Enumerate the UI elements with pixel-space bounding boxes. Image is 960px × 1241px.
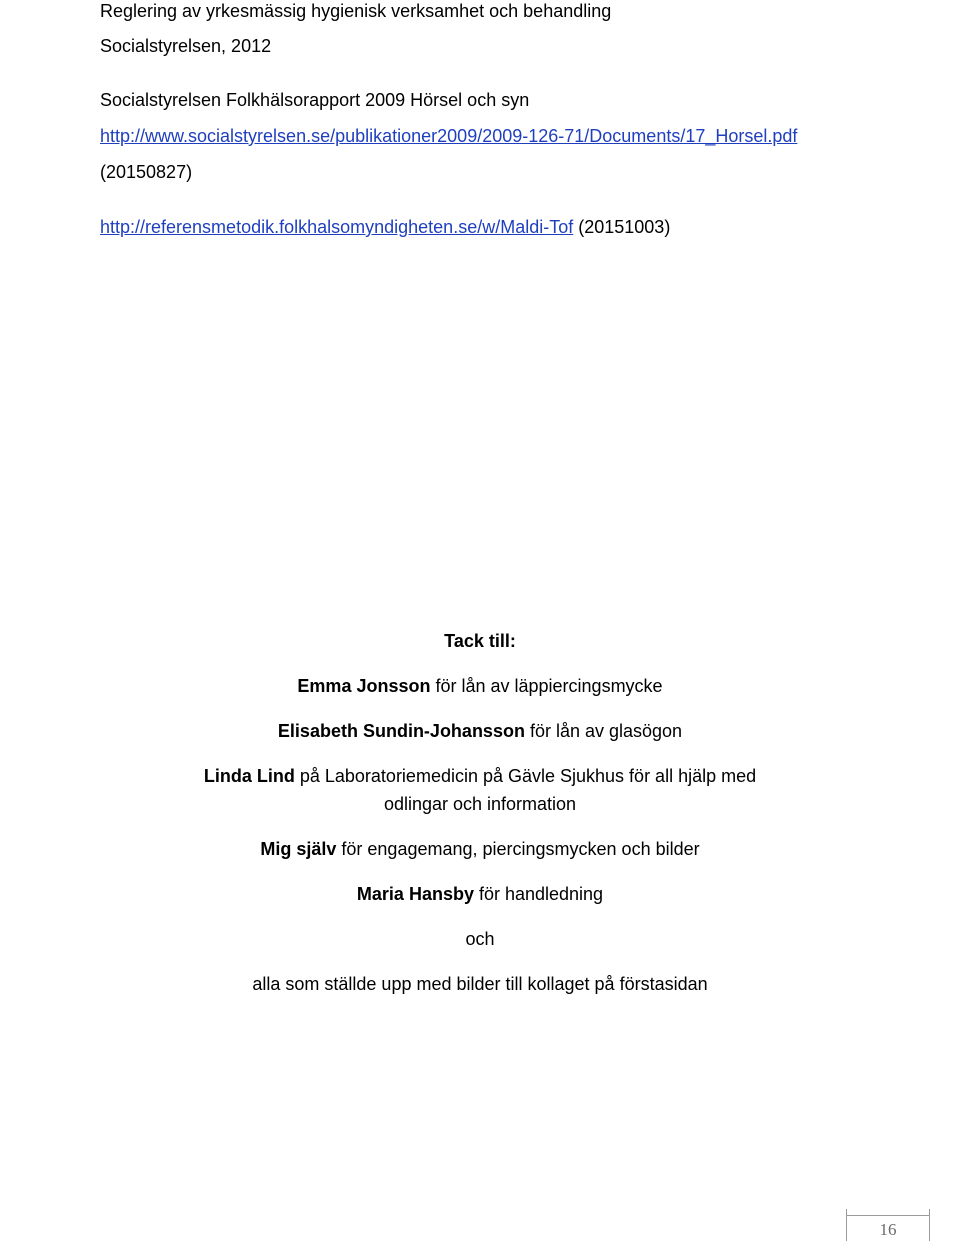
page-number: 16 [879,1220,897,1239]
acknowledgement-och: och [465,929,495,949]
reference-line-1: Reglering av yrkesmässig hygienisk verksamhet och behandling [100,1,612,21]
acknowledgement-entry [0,880,960,908]
acknowledgement-text: för engagemang, piercingsmycken och bilder [336,839,700,859]
acknowledgement-name: Linda Lind [203,766,295,786]
acknowledgement-name: Mig själv [260,839,337,859]
page-number-box [846,1215,930,1241]
acknowledgement-entry [0,672,960,700]
reference-line-4 [100,125,797,147]
acknowledgement-closing: alla som ställde upp med bilder till kollaget på förstasidan [252,974,708,994]
reference-date-2: (20151003) [573,217,671,237]
acknowledgement-entry [0,762,960,790]
reference-line-5 [100,216,670,238]
acknowledgement-name: Elisabeth Sundin-Johansson [277,721,525,741]
reference-link-horsel[interactable]: http://www.socialstyrelsen.se/publikationer2009/2009-126-71/Documents/17_Horsel.pdf [100,126,798,146]
acknowledgement-entry-continuation: odlingar och information [383,794,577,814]
acknowledgement-text: för handledning [473,884,604,904]
acknowledgement-entry [0,717,960,745]
reference-link-maldi-tof[interactable]: http://referensmetodik.folkhalsomyndigheten.se/w/Maldi-Tof [100,217,574,237]
reference-line-2: Socialstyrelsen, 2012 [100,36,272,56]
reference-line-3: Socialstyrelsen Folkhälsorapport 2009 Hörsel och syn [100,90,530,110]
acknowledgements-heading: Tack till: [444,631,516,651]
acknowledgement-text: för lån av glasögon [524,721,683,741]
acknowledgement-name: Emma Jonsson [297,676,431,696]
acknowledgement-name: Maria Hansby [356,884,474,904]
acknowledgement-text: på Laboratoriemedicin på Gävle Sjukhus för all hjälp med [294,766,757,786]
acknowledgement-text: för lån av läppiercingsmycke [430,676,663,696]
acknowledgement-entry [0,835,960,863]
reference-date-1: (20150827) [100,162,193,182]
